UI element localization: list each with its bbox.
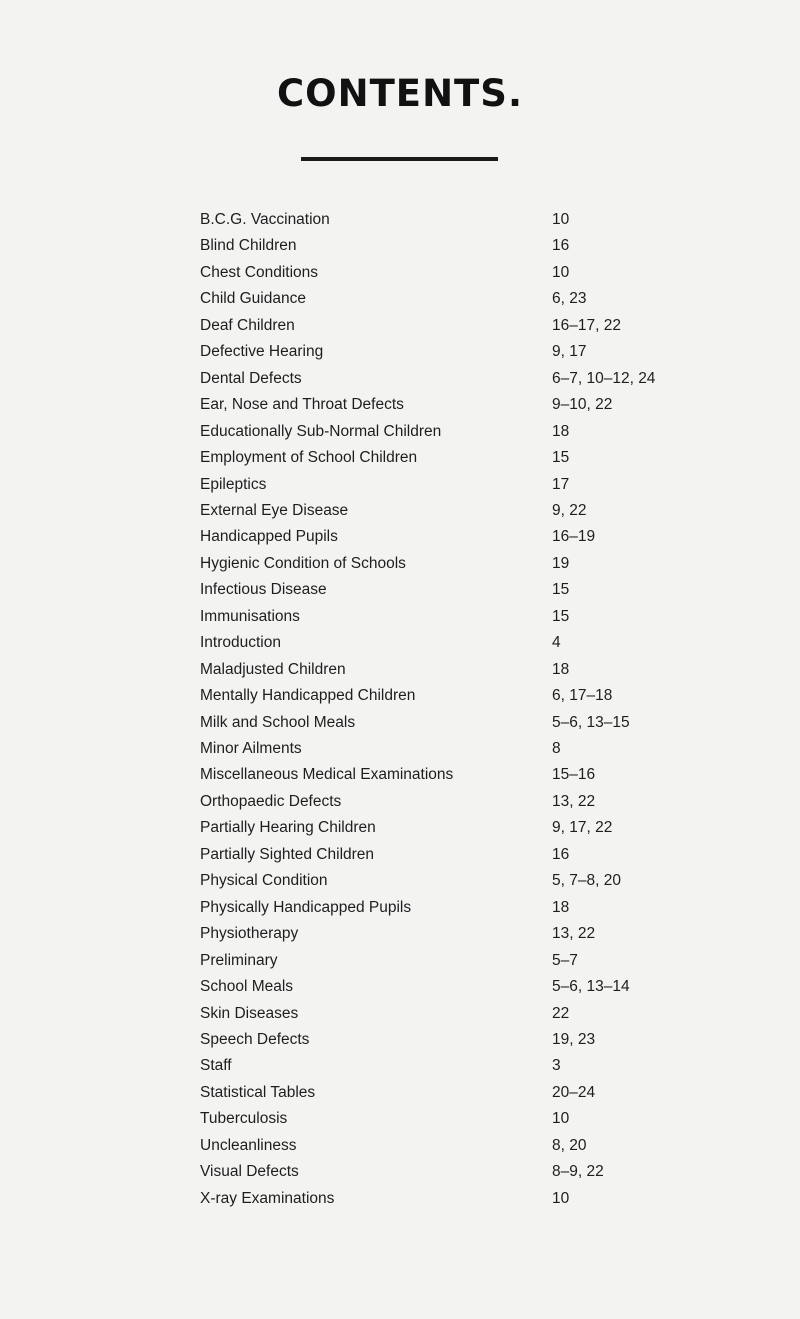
entry-topic: Physiotherapy <box>200 925 299 943</box>
entry-pages: 9, 17 <box>552 343 587 361</box>
entry-pages: 10 <box>552 1189 570 1207</box>
entry-pages: 18 <box>552 660 570 678</box>
entry-topic: Deaf Children <box>200 316 295 334</box>
entry-pages: 5–7 <box>552 951 578 969</box>
entry-pages: 10 <box>552 1110 570 1128</box>
entry-pages: 15 <box>552 449 570 467</box>
entry-topic: Educationally Sub-Normal Children <box>200 422 442 440</box>
entry-topic: Defective Hearing <box>200 343 324 361</box>
entry-pages: 22 <box>552 1004 570 1022</box>
entry-topic: Tuberculosis <box>200 1110 288 1128</box>
page-title: CONTENTS. <box>277 72 523 115</box>
entry-pages: 16 <box>552 845 570 863</box>
entry-topic: Handicapped Pupils <box>200 528 338 546</box>
entry-topic: Chest Conditions <box>200 263 319 281</box>
entry-topic: Dental Defects <box>200 369 302 387</box>
entry-pages: 20–24 <box>552 1083 596 1101</box>
entry-topic: Ear, Nose and Throat Defects <box>200 396 404 414</box>
entry-topic: X-ray Examinations <box>200 1189 335 1207</box>
entry-pages: 6, 23 <box>552 290 587 308</box>
entry-pages: 19, 23 <box>552 1030 596 1048</box>
entry-pages: 19 <box>552 554 570 572</box>
entry-topic: Orthopaedic Defects <box>200 792 342 810</box>
entry-pages: 9, 17, 22 <box>552 819 613 837</box>
entry-pages: 6–7, 10–12, 24 <box>552 369 656 387</box>
entry-pages: 13, 22 <box>552 792 596 810</box>
entry-pages: 8 <box>552 740 561 757</box>
entry-topic: Preliminary <box>200 951 278 969</box>
entry-pages: 5, 7–8, 20 <box>552 872 621 890</box>
entry-topic: Miscellaneous Medical Examinations <box>200 766 454 784</box>
entry-pages: 4 <box>552 634 561 652</box>
entry-pages: 8–9, 22 <box>552 1163 604 1181</box>
entry-topic: Maladjusted Children <box>200 660 346 678</box>
entry-pages: 15 <box>552 581 570 599</box>
entry-topic: Minor Ailments <box>200 740 302 757</box>
entry-topic: Skin Diseases <box>200 1004 299 1022</box>
entry-pages: 9–10, 22 <box>552 396 613 414</box>
entry-pages: 9, 22 <box>552 501 587 519</box>
entry-topic: Milk and School Meals <box>200 713 356 731</box>
entry-pages: 15 <box>552 607 570 625</box>
entry-pages: 8, 20 <box>552 1136 587 1154</box>
entry-topic: Immunisations <box>200 607 300 625</box>
entry-topic: B.C.G. Vaccination <box>200 211 330 228</box>
entry-topic: Visual Defects <box>200 1163 299 1181</box>
entry-pages: 5–6, 13–14 <box>552 978 630 996</box>
entry-pages: 15–16 <box>552 766 596 784</box>
entry-topic: Speech Defects <box>200 1030 310 1048</box>
entry-pages: 5–6, 13–15 <box>552 713 630 731</box>
entry-pages: 16–19 <box>552 528 596 546</box>
entry-topic: Child Guidance <box>200 290 306 308</box>
entry-topic: Infectious Disease <box>200 581 327 599</box>
entry-topic: Partially Hearing Children <box>200 819 376 837</box>
entry-pages: 17 <box>552 475 570 493</box>
entry-topic: Physical Condition <box>200 872 328 890</box>
entry-topic: Physically Handicapped Pupils <box>200 898 412 916</box>
entry-topic: Partially Sighted Children <box>200 845 375 863</box>
entry-topic: School Meals <box>200 978 294 996</box>
entry-topic: External Eye Disease <box>200 501 349 519</box>
entry-topic: Statistical Tables <box>200 1083 316 1101</box>
entry-pages: 18 <box>552 898 570 916</box>
entry-pages: 18 <box>552 422 570 440</box>
entry-pages: 16–17, 22 <box>552 316 621 334</box>
entry-pages: 3 <box>552 1057 561 1075</box>
entry-pages: 10 <box>552 211 570 228</box>
entry-topic: Blind Children <box>200 237 297 255</box>
entry-topic: Mentally Handicapped Children <box>200 687 416 705</box>
entry-topic: Uncleanliness <box>200 1136 297 1154</box>
entry-pages: 13, 22 <box>552 925 596 943</box>
entry-pages: 6, 17–18 <box>552 687 613 705</box>
entry-topic: Staff <box>200 1057 232 1075</box>
entry-topic: Hygienic Condition of Schools <box>200 554 406 572</box>
contents-entry <box>0 1184 800 1214</box>
entry-topic: Employment of School Children <box>200 449 418 467</box>
entry-topic: Introduction <box>200 634 281 652</box>
entry-pages: 10 <box>552 263 570 281</box>
entry-topic: Epileptics <box>200 475 267 493</box>
entry-pages: 16 <box>552 237 570 255</box>
